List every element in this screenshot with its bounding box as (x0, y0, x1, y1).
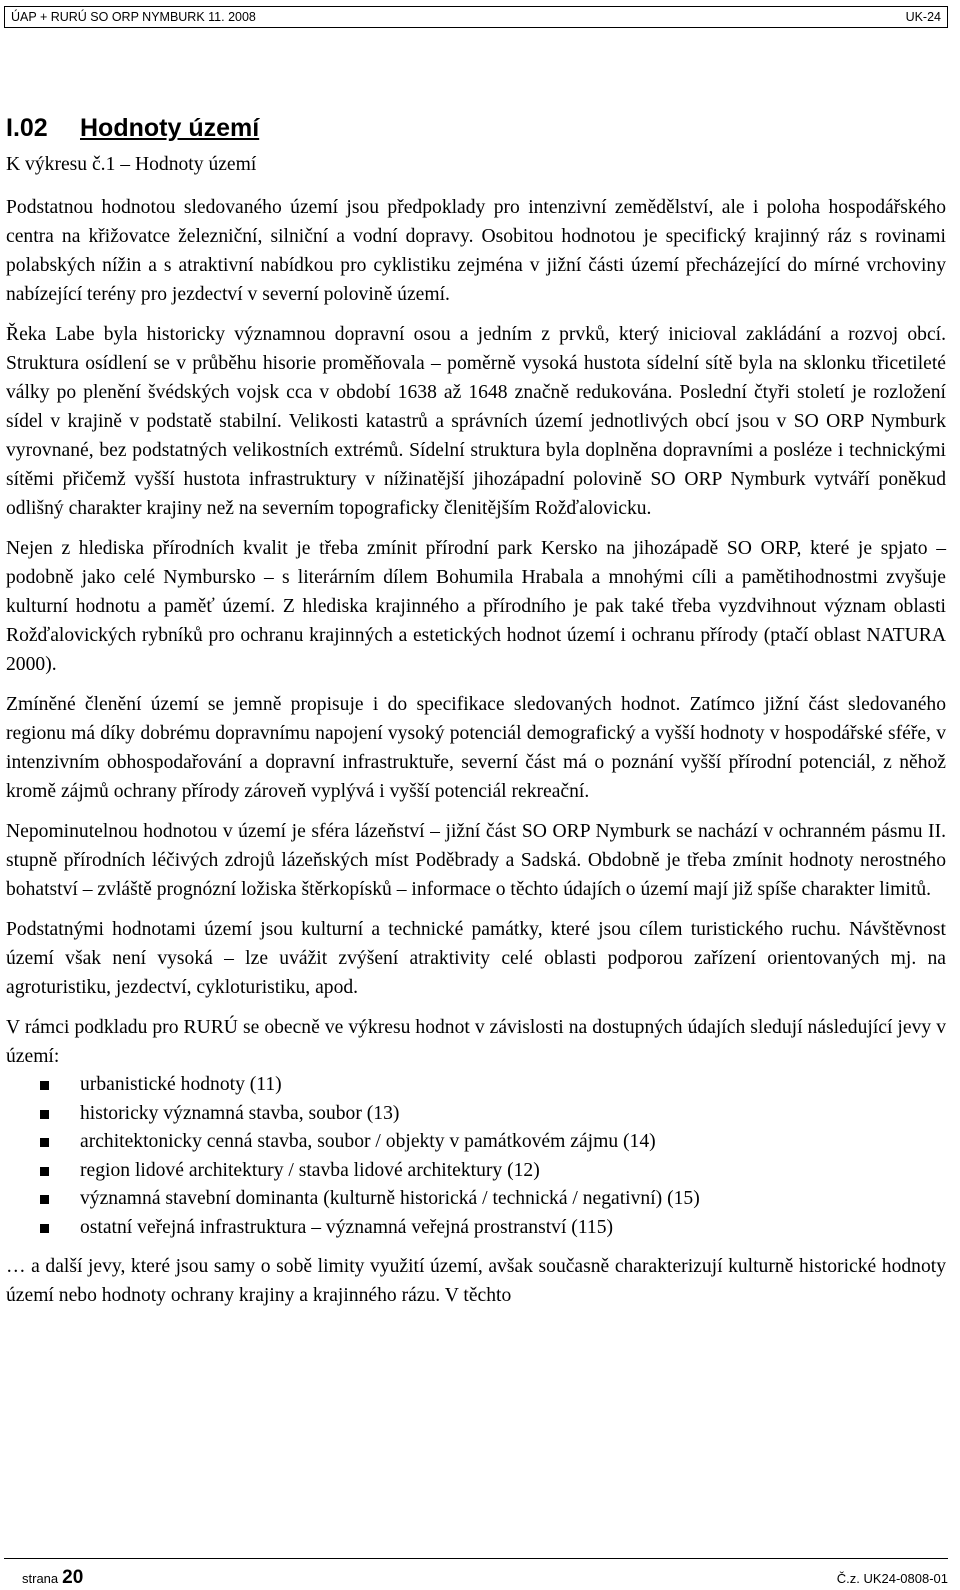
list-item (6, 1128, 946, 1157)
list-item-text: region lidové architektury / stavba lidové architektury (12) (80, 1159, 540, 1181)
header-right-text: UK-24 (905, 10, 941, 24)
document-body (6, 112, 946, 1321)
paragraph: Zmíněné členění území se jemně propisuje i do specifikace sledovaných hodnot. Zatímco jižní část sledovaného regionu má díky dobrému dopravnímu napojení vysoký potenciál demografický a vyšší hodnoty v hospodářské sféře, v intenzivním obhospodařování a dopravní infrastruktuře, severní část má o poznání vyšší přírodní potenciál, z něhož kromě zájmů ochrany přírody zároveň vyplývá i vyšší potenciál rekreační. (6, 694, 946, 802)
list-item (6, 1185, 946, 1214)
square-bullet-icon (40, 1167, 49, 1176)
square-bullet-icon (40, 1195, 49, 1204)
paragraph: Nepominutelnou hodnotou v území je sféra lázeňství – jižní část SO ORP Nymburk se nachází v ochranném pásmu II. stupně přírodních léčivých zdrojů lázeňských míst Poděbrady a Sadská. Obdobně je třeba zmínit hodnoty nerostného bohatství – zvláště prognózní ložiska štěrkopísků – informace o těchto údajích o území mají již spíše charakter limitů. (6, 821, 946, 900)
list-item (6, 1071, 946, 1100)
paragraph: V rámci podkladu pro RURÚ se obecně ve výkresu hodnot v závislosti na dostupných údajích sledují následující jevy v území: (6, 1017, 946, 1067)
list-item (6, 1214, 946, 1243)
document-code: Č.z. UK24-0808-01 (836, 1571, 948, 1586)
page-footer (4, 1558, 948, 1589)
closing-paragraph: … a další jevy, které jsou samy o sobě limity využití území, avšak současně charakterizují kulturně historické hodnoty území nebo hodnoty ochrany krajiny a krajinného rázu. V těchto (6, 1256, 946, 1306)
square-bullet-icon (40, 1224, 49, 1233)
section-title: Hodnoty území (80, 114, 260, 142)
header-left-text: ÚAP + RURÚ SO ORP NYMBURK 11. 2008 (11, 10, 256, 24)
list-item (6, 1100, 946, 1129)
section-number: I.02 (6, 114, 48, 142)
list-item-text: významná stavební dominanta (kulturně historická / technická / negativní) (15) (80, 1188, 700, 1209)
page-header (4, 6, 948, 28)
page-number-block (4, 1567, 83, 1589)
square-bullet-icon (40, 1138, 49, 1147)
page-label: strana (22, 1571, 59, 1586)
list-item (6, 1157, 946, 1186)
list-item-text: ostatní veřejná infrastruktura – významná veřejná prostranství (115) (80, 1216, 614, 1238)
paragraph: Podstatnou hodnotou sledovaného území jsou předpoklady pro intenzivní zemědělství, ale i poloha hospodářského centra na křižovatce železniční, silniční a vodní dopravy. Osobitou hodnotou je specifický krajinný ráz s rovinami polabských nížin a s atraktivní nabídkou pro cyklistiku zejména v jižní části území přecházející do mírné vrchoviny nabízející terény pro jezdectví v severní polovině území. (6, 197, 946, 305)
section-subtitle: K výkresu č.1 – Hodnoty území (6, 154, 257, 175)
paragraph: Nejen z hlediska přírodních kvalit je třeba zmínit přírodní park Kersko na jihozápadě SO ORP, které je spjato – podobně jako celé Nymbursko – s literárním dílem Bohumila Hrabala a mnohými cíli a pamětihodnostmi zvyšuje kulturní hodnotu a paměť území. Z hlediska krajinného a přírodního je pak také třeba vyzdvihnout význam oblasti Rožďalovických rybníků pro ochranu krajinných a estetických hodnot území i ochranu přírody (ptačí oblast NATURA 2000). (6, 538, 946, 675)
square-bullet-icon (40, 1081, 49, 1090)
bullet-list (6, 1071, 946, 1242)
paragraph: Podstatnými hodnotami území jsou kulturní a technické památky, které jsou cílem turistického ruchu. Návštěvnost území však není vysoká – lze uvážit zvýšení atraktivity celé oblasti podporou zařízení orientovaných mj. na agroturistiku, jezdectví, cykloturistiku, apod. (6, 919, 946, 998)
section-heading (6, 112, 946, 144)
square-bullet-icon (40, 1110, 49, 1119)
paragraph: Řeka Labe byla historicky významnou dopravní osou a jedním z prvků, který inicioval zakládání a rozvoj obcí. Struktura osídlení se v průběhu hisorie proměňovala – poměrně vysoká hustota sídelní sítě byla na sklonku třicetileté války po plenění švédských vojsk cca v období 1638 až 1648 značně redukována. Poslední čtyři století je rozložení sídel v krajině v podstatě stabilní. Velikosti katastrů a správních území jednotlivých obcí jsou v SO ORP Nymburk vyrovnané, bez podstatných velikostních extrémů. Sídelní struktura byla doplněna dopravními a posléze i technickými sítěmi přičemž vyšší hustota infrastruktury v nížinatější jihozápadní polovině SO ORP Nymburk vytváří poněkud odlišný charakter krajiny než na severním topograficky členitějším Rožďalovicku. (6, 324, 946, 519)
list-item-text: historicky významná stavba, soubor (13) (80, 1102, 400, 1124)
list-item-text: architektonicky cenná stavba, soubor / objekty v památkovém zájmu (14) (80, 1131, 656, 1152)
list-item-text: urbanistické hodnoty (11) (80, 1074, 282, 1095)
page-number: 20 (62, 1567, 84, 1588)
